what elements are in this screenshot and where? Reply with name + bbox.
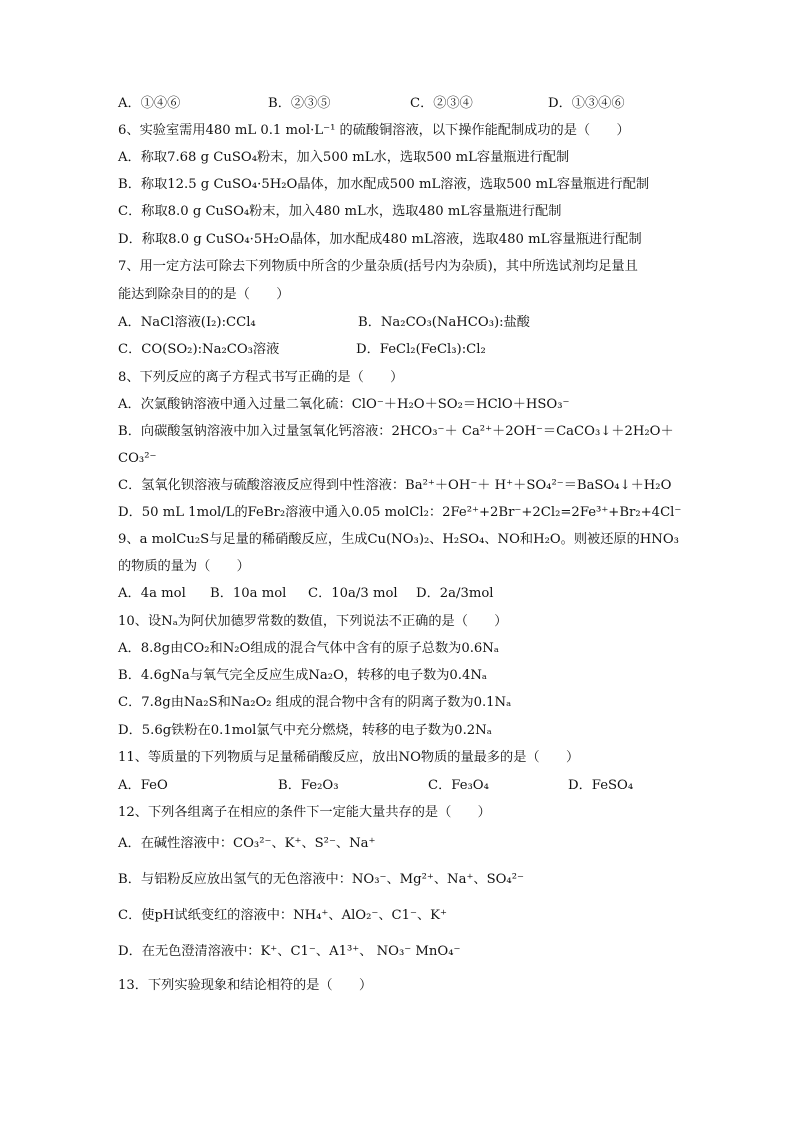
q8-option-b-line1: B．向碳酸氢钠溶液中加入过量氢氧化钙溶液：2HCO₃⁻＋ Ca²⁺＋2OH⁻＝CaCO₃↓＋2H₂O＋ [118, 424, 674, 439]
q7-option-c: C．CO(SO₂):Na₂CO₃溶液 [118, 342, 280, 357]
q6-option-c: C．称取8.0 g CuSO₄粉末，加入480 mL水，选取480 mL容量瓶进行配制 [118, 204, 562, 219]
q12-option-b: B．与铝粉反应放出氢气的无色溶液中：NO₃⁻、Mg²⁺、Na⁺、SO₄²⁻ [118, 872, 524, 887]
q10-option-c: C．7.8g由Na₂S和Na₂O₂ 组成的混合物中含有的阴离子数为0.1Nₐ [118, 695, 512, 710]
q6-option-a: A．称取7.68 g CuSO₄粉末，加入500 mL水，选取500 mL容量瓶进行配制 [118, 150, 570, 165]
q12-option-a: A．在碱性溶液中：CO₃²⁻、K⁺、S²⁻、Na⁺ [118, 836, 376, 851]
q9-stem-line1: 9、a molCu₂S与足量的稀硝酸反应，生成Cu(NO₃)₂、H₂SO₄、NO和H₂O。则被还原的HNO₃ [118, 532, 679, 547]
q10-stem: 10、设Nₐ为阿伏加德罗常数的数值，下列说法不正确的是（ ） [118, 614, 508, 629]
q11-stem: 11、等质量的下列物质与足量稀硝酸反应，放出NO物质的量最多的是（ ） [118, 750, 580, 765]
q9-option-a: A．4a mol [118, 586, 186, 601]
q8-option-c: C．氢氧化钡溶液与硫酸溶液反应得到中性溶液：Ba²⁺＋OH⁻＋ H⁺＋SO₄²⁻＝BaSO₄↓＋H₂O [118, 478, 672, 493]
q13-stem: 13．下列实验现象和结论相符的是（ ） [118, 978, 373, 993]
q9-option-b: B．10a mol [210, 586, 287, 601]
q11-option-b: B．Fe₂O₃ [278, 778, 339, 793]
q7-stem-line1: 7、用一定方法可除去下列物质中所含的少量杂质(括号内为杂质)，其中所选试剂均足量且 [118, 259, 638, 274]
q7-option-d: D．FeCl₂(FeCl₃):Cl₂ [356, 342, 486, 357]
q7-option-b: B．Na₂CO₃(NaHCO₃):盐酸 [358, 315, 530, 330]
q9-stem-line2: 的物质的量为（ ） [118, 559, 250, 574]
q10-option-a: A．8.8g由CO₂和N₂O组成的混合气体中含有的原子总数为0.6Nₐ [118, 641, 499, 656]
q6-stem: 6、实验室需用480 mL 0.1 mol·L⁻¹ 的硫酸铜溶液，以下操作能配制成功的是（ ） [118, 123, 630, 138]
q12-option-d: D．在无色澄清溶液中：K⁺、C1⁻、A1³⁺、 NO₃⁻ MnO₄⁻ [118, 944, 461, 959]
q7-stem-line2: 能达到除杂目的的是（ ） [118, 287, 290, 302]
q10-option-b: B．4.6gNa与氧气完全反应生成Na₂O，转移的电子数为0.4Nₐ [118, 668, 487, 683]
q6-option-d: D．称取8.0 g CuSO₄·5H₂O晶体，加水配成480 mL溶液，选取480 mL容量瓶进行配制 [118, 232, 642, 247]
q11-option-c: C．Fe₃O₄ [428, 778, 489, 793]
q12-stem: 12、下列各组离子在相应的条件下一定能大量共存的是（ ） [118, 805, 491, 820]
q10-option-d: D．5.6g铁粉在0.1mol氯气中充分燃烧，转移的电子数为0.2Nₐ [118, 723, 492, 738]
q5-option-d: D．①③④⑥ [548, 96, 625, 111]
q11-option-a: A．FeO [118, 778, 168, 793]
q7-option-a: A．NaCl溶液(I₂):CCl₄ [118, 315, 256, 330]
q8-option-a: A．次氯酸钠溶液中通入过量二氧化硫：ClO⁻＋H₂O＋SO₂＝HClO＋HSO₃⁻ [118, 397, 570, 412]
q8-option-b-line2: CO₃²⁻ [118, 451, 157, 466]
q9-option-c: C．10a/3 mol [308, 586, 398, 601]
q11-option-d: D．FeSO₄ [568, 778, 634, 793]
q8-stem: 8、下列反应的离子方程式书写正确的是（ ） [118, 370, 404, 385]
q6-option-b: B．称取12.5 g CuSO₄·5H₂O晶体，加水配成500 mL溶液，选取500 mL容量瓶进行配制 [118, 177, 650, 192]
q5-option-b: B．②③⑤ [268, 96, 331, 111]
q5-option-c: C．②③④ [410, 96, 473, 111]
q5-option-a: A．①④⑥ [118, 96, 181, 111]
q8-option-d: D．50 mL 1mol/L的FeBr₂溶液中通入0.05 molCl₂：2Fe²⁺+2Br⁻+2Cl₂=2Fe³⁺+Br₂+4Cl⁻ [118, 505, 682, 520]
q9-option-d: D．2a/3mol [416, 586, 494, 601]
q12-option-c: C．使pH试纸变红的溶液中：NH₄⁺、AlO₂⁻、C1⁻、K⁺ [118, 908, 447, 923]
